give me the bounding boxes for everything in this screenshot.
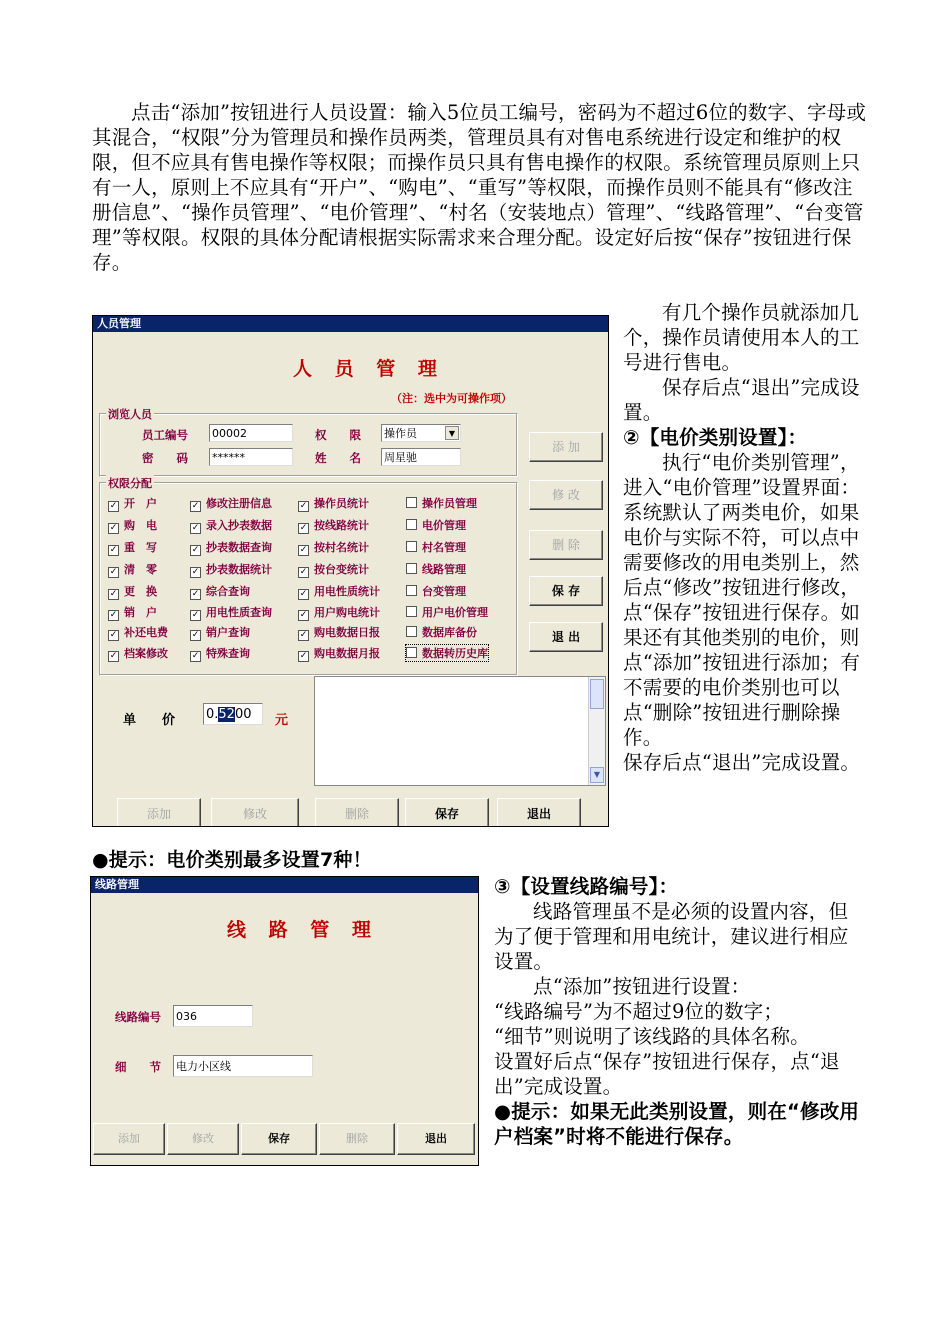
price-list-scrollbar[interactable] bbox=[588, 677, 605, 785]
perm-checkbox[interactable]: 用户电价管理 bbox=[406, 604, 488, 620]
perm-checkbox[interactable]: 数据转历史库 bbox=[406, 645, 488, 661]
staff-heading: 人 员 管 理 bbox=[293, 358, 445, 380]
section-heading-price: ②【电价类别设置】： bbox=[623, 426, 808, 449]
price-input[interactable] bbox=[203, 703, 263, 725]
perm-checkbox[interactable]: ✓ 销 户 bbox=[109, 606, 157, 620]
section-heading-line: ③【设置线路编号】： bbox=[494, 875, 679, 898]
side-save-button[interactable]: 保 存 bbox=[529, 576, 603, 606]
browse-group-label: 浏览人员 bbox=[108, 408, 152, 421]
line-heading: 线 路 管 理 bbox=[227, 919, 379, 941]
staff-dialog bbox=[92, 315, 609, 827]
side-add-button[interactable]: 添 加 bbox=[529, 432, 603, 462]
price-label: 单 价 bbox=[123, 713, 176, 728]
price-exit-button[interactable]: 退出 bbox=[497, 798, 581, 827]
right-column bbox=[623, 300, 863, 775]
perm-checkbox[interactable]: ✓ 销户查询 bbox=[191, 626, 250, 640]
line-p4: “细节”则说明了该线路的具体名称。 bbox=[494, 1025, 810, 1048]
perm-checkbox[interactable]: 线路管理 bbox=[406, 561, 466, 577]
perm-checkbox[interactable]: ✓ 抄表数据查询 bbox=[191, 541, 272, 555]
detail-label: 细 节 bbox=[115, 1060, 161, 1074]
line-exit-button[interactable]: 退出 bbox=[397, 1123, 475, 1155]
perm-checkbox[interactable]: ✓ 清 零 bbox=[109, 563, 157, 577]
perm-checkbox[interactable]: 台变管理 bbox=[406, 583, 466, 599]
price-value-start: 0. bbox=[206, 707, 219, 722]
side-exit-button[interactable]: 退 出 bbox=[529, 622, 603, 652]
perm-checkbox[interactable]: ✓ 综合查询 bbox=[191, 585, 250, 599]
side-delete-button[interactable]: 删 除 bbox=[529, 530, 603, 560]
perm-checkbox[interactable]: ✓ 按村名统计 bbox=[299, 541, 369, 555]
line-no-input[interactable]: 036 bbox=[173, 1005, 253, 1027]
right-p2: 保存后点“退出”完成设置。 bbox=[623, 376, 860, 424]
staff-dialog-title: 人员管理 bbox=[93, 316, 608, 332]
line-p1: 线路管理虽不是必须的设置内容，但为了便于管理和用电统计，建议进行相应设置。 bbox=[494, 900, 849, 973]
perm-checkbox[interactable]: ✓ 特殊查询 bbox=[191, 647, 250, 661]
staff-note: （注：选中为可操作项） bbox=[391, 392, 512, 405]
perm-checkbox[interactable]: ✓ 重 写 bbox=[109, 541, 157, 555]
line-add-button[interactable]: 添加 bbox=[93, 1123, 165, 1155]
price-unit: 元 bbox=[275, 713, 289, 728]
name-input[interactable]: 周星驰 bbox=[381, 448, 461, 466]
right-p5: 保存后点“退出”完成设置。 bbox=[623, 751, 861, 774]
perm-checkbox[interactable]: ✓ 用电性质统计 bbox=[299, 585, 380, 599]
perm-checkbox[interactable]: ✓ 购 电 bbox=[109, 519, 157, 533]
right-p4: 系统默认了两类电价，如果电价与实际不符，可以点中需要修改的用电类别上，然后点“修改”按钮进行修改，点“保存”按钮进行保存。如果还有其他类别的电价，则点“添加”按钮进行添加；有不需要的电价类别也可以点“删除”按钮进行删除操作。 bbox=[623, 501, 861, 749]
perm-checkbox[interactable]: 数据库备份 bbox=[406, 624, 477, 640]
role-label: 权 限 bbox=[315, 428, 361, 442]
price-edit-button[interactable]: 修改 bbox=[211, 798, 299, 827]
line-p2: 点“添加”按钮进行设置： bbox=[533, 975, 751, 998]
perm-group bbox=[99, 477, 518, 676]
perm-checkbox[interactable]: ✓ 修改注册信息 bbox=[191, 497, 272, 511]
price-add-button[interactable]: 添加 bbox=[117, 798, 201, 827]
side-edit-button[interactable]: 修 改 bbox=[529, 480, 603, 510]
perm-checkbox[interactable]: 电价管理 bbox=[406, 517, 466, 533]
perm-checkbox[interactable]: ✓ 按线路统计 bbox=[299, 519, 369, 533]
line-dialog-title: 线路管理 bbox=[91, 877, 478, 893]
line-section bbox=[494, 874, 866, 1149]
staff-dialog-body bbox=[93, 332, 608, 826]
tip-archive: ●提示：如果无此类别设置，则在“修改用户档案”时将不能进行保存。 bbox=[494, 1100, 860, 1148]
perm-checkbox[interactable]: ✓ 录入抄表数据 bbox=[191, 519, 272, 533]
intro-paragraph: 点击“添加”按钮进行人员设置：输入5位员工编号，密码为不超过6位的数字、字母或其混合，“权限”分为管理员和操作员两类，管理员具有对售电系统进行设定和维护的权限，但不应具有售电操作等权限；而操作员只具有售电操作的权限。系统管理员原则上只有一人，原则上不应具有“开户”、“购电”、“重写”等权限，而操作员则不能具有“修改注册信息”、“操作员管理”、“电价管理”、“村名（安装地点）管理”、“线路管理”、“台变管理”等权限。权限的具体分配请根据实际需求来合理分配。设定好后按“保存”按钮进行保存。 bbox=[92, 101, 867, 274]
perm-checkbox[interactable]: ✓ 用电性质查询 bbox=[191, 606, 272, 620]
line-dialog bbox=[90, 876, 479, 1166]
tip-price-limit: ●提示：电价类别最多设置7种！ bbox=[92, 849, 372, 871]
line-delete-button[interactable]: 删除 bbox=[319, 1123, 395, 1155]
scroll-down-icon[interactable]: ▼ bbox=[590, 767, 604, 783]
perm-checkbox[interactable]: 操作员管理 bbox=[406, 495, 477, 511]
line-p5: 设置好后点“保存”按钮进行保存，点“退出”完成设置。 bbox=[494, 1050, 840, 1098]
line-dialog-body bbox=[91, 893, 478, 1165]
perm-checkbox[interactable]: ✓ 档案修改 bbox=[109, 647, 168, 661]
name-label: 姓 名 bbox=[315, 451, 361, 465]
price-list[interactable] bbox=[314, 676, 606, 786]
price-delete-button[interactable]: 删除 bbox=[315, 798, 399, 827]
detail-input[interactable]: 电力小区线 bbox=[173, 1055, 313, 1077]
perm-checkbox[interactable]: ✓ 购电数据日报 bbox=[299, 626, 380, 640]
perm-checkbox[interactable]: ✓ 开 户 bbox=[109, 497, 157, 511]
emp-no-label: 员工编号 bbox=[142, 428, 188, 442]
perm-checkbox[interactable]: ✓ 抄表数据统计 bbox=[191, 563, 272, 577]
line-save-button[interactable]: 保存 bbox=[241, 1123, 317, 1155]
perm-group-label: 权限分配 bbox=[108, 477, 152, 490]
right-p1: 有几个操作员就添加几个，操作员请使用本人的工号进行售电。 bbox=[623, 301, 860, 374]
line-no-label: 线路编号 bbox=[115, 1010, 161, 1024]
price-value-selected: 52 bbox=[218, 707, 235, 722]
price-save-button[interactable]: 保存 bbox=[405, 798, 489, 827]
perm-checkbox[interactable]: ✓ 补还电费 bbox=[109, 626, 168, 640]
perm-checkbox[interactable]: ✓ 购电数据月报 bbox=[299, 647, 380, 661]
perm-checkbox[interactable]: ✓ 用户购电统计 bbox=[299, 606, 380, 620]
perm-checkbox[interactable]: ✓ 按台变统计 bbox=[299, 563, 369, 577]
price-value-end: 00 bbox=[234, 707, 252, 722]
perm-checkbox[interactable]: 村名管理 bbox=[406, 539, 466, 555]
password-label: 密 码 bbox=[142, 451, 188, 465]
browse-group bbox=[99, 408, 518, 477]
role-select-value: 操作员 bbox=[384, 427, 417, 440]
right-p3: 执行“电价类别管理”，进入“电价管理”设置界面： bbox=[623, 451, 861, 499]
line-edit-button[interactable]: 修改 bbox=[167, 1123, 239, 1155]
chevron-down-icon[interactable]: ▼ bbox=[445, 426, 459, 440]
scroll-thumb[interactable] bbox=[590, 679, 604, 709]
perm-checkbox[interactable]: ✓ 操作员统计 bbox=[299, 497, 369, 511]
password-input[interactable]: ****** bbox=[209, 448, 293, 466]
perm-checkbox[interactable]: ✓ 更 换 bbox=[109, 585, 157, 599]
line-p3: “线路编号”为不超过9位的数字； bbox=[494, 1000, 784, 1023]
emp-no-input[interactable]: 00002 bbox=[209, 424, 293, 442]
role-select[interactable] bbox=[381, 424, 461, 442]
